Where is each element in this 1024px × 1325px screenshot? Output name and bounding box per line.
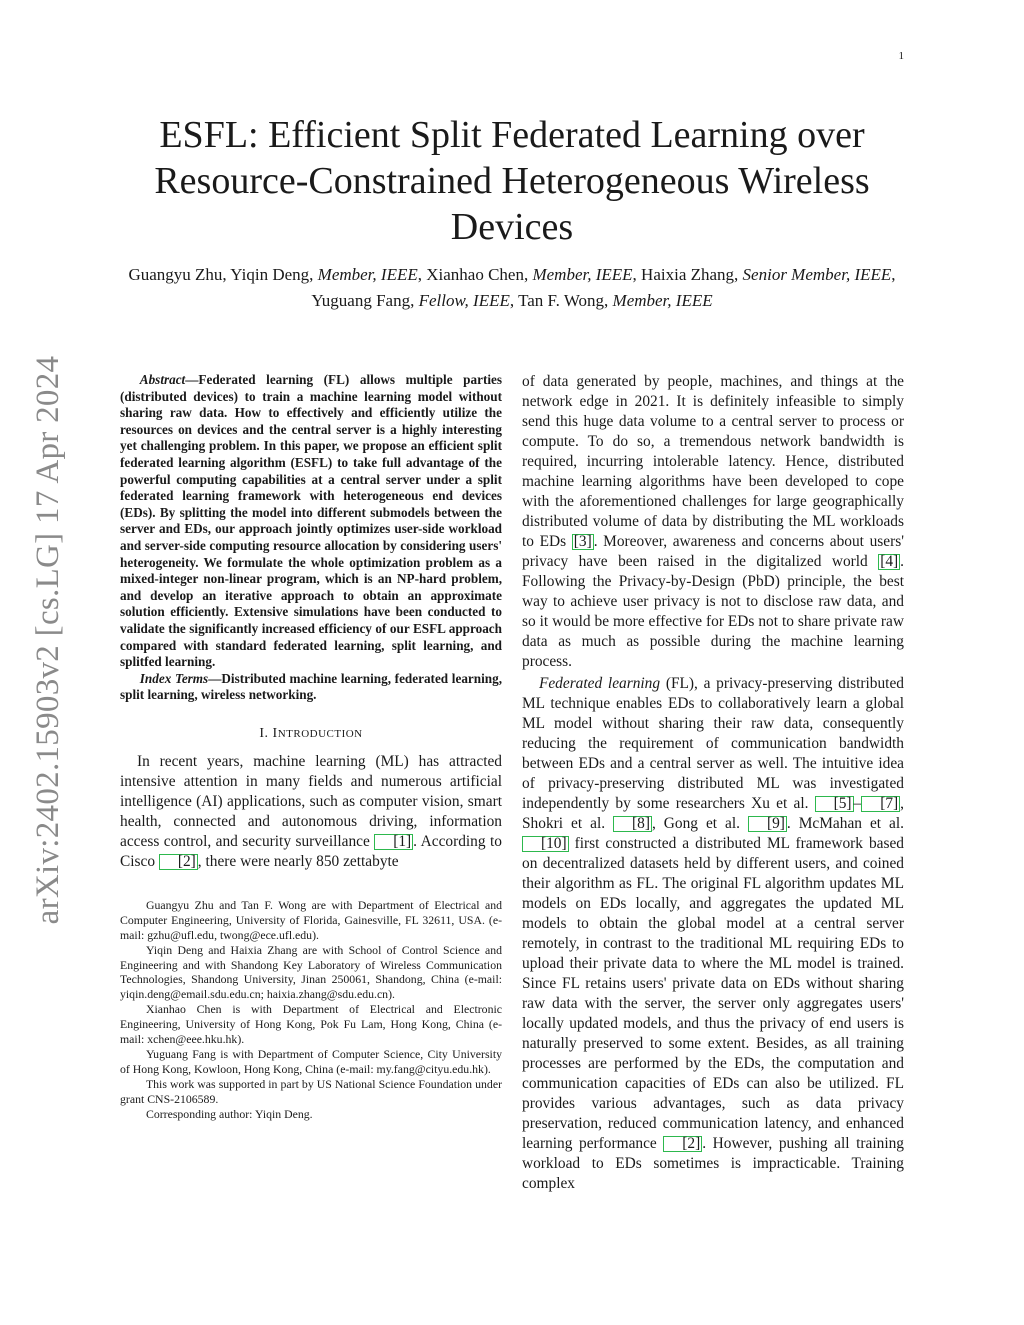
paragraph-text: . Moreover, awareness and concerns about users' privacy have been raised in the digitalized world: [522, 533, 904, 570]
paragraph-text: of data generated by people, machines, and things at the network edge in 2021. It is definitely infeasible to simply send this huge data volume to a central server to process or compute. To do so, a tremendous network bandwidth is required, incurring intolerable latency. Hence, distributed machine learning algorithms have been developed to cope with the aforementioned challenges for large geographically distributed volume of data by distributing the ML workloads to EDs: [522, 373, 904, 550]
paragraph-text: , Gong et al.: [651, 815, 748, 832]
citation-link[interactable]: [9]: [748, 816, 787, 832]
footnote: This work was supported in part by US National Science Foundation under grant CNS-2106589.: [120, 1076, 502, 1106]
left-column: [120, 372, 502, 1121]
footnote: Corresponding author: Yiqin Deng.: [145, 1106, 313, 1121]
author-text: , Xianhao Chen,: [417, 265, 533, 284]
footnote: Yiqin Deng and Haixia Zhang are with School of Control Science and Engineering and with Shandong Key Laboratory of Wireless Communication Technologies, Shandong University, Jinan 250061, Shandong, China (e-mail: yiqin.deng@email.sdu.edu.cn; haixia.zhang@sdu.edu.cn).: [120, 942, 502, 1002]
author-role: Fellow, IEEE: [418, 291, 510, 310]
paragraph-text: , Shokri et al.: [522, 795, 904, 832]
author-role: Senior Member, IEEE: [742, 265, 892, 284]
citation-link[interactable]: [1]: [374, 834, 413, 850]
citation-link[interactable]: [8]: [613, 816, 652, 832]
author-list: [120, 262, 904, 314]
index-terms-label: Index Terms: [139, 670, 209, 686]
citation-link[interactable]: [4]: [880, 553, 899, 570]
author-text: , Haixia Zhang,: [632, 265, 743, 284]
author-role: Member, IEEE: [612, 291, 713, 310]
author-footnotes: [120, 898, 502, 1122]
citation-link[interactable]: [5]: [815, 796, 854, 812]
abstract: [120, 372, 502, 704]
citation-link[interactable]: [7]: [861, 796, 900, 812]
paragraph-text: , there were nearly 850 zettabyte: [197, 852, 399, 870]
citation-link[interactable]: [2]: [159, 854, 198, 870]
paragraph-text: . According to Cisco: [120, 832, 502, 870]
author-text: , Yuguang Fang,: [311, 265, 896, 310]
range-dash: –: [853, 795, 862, 812]
footnote: Guangyu Zhu and Tan F. Wong are with Department of Electrical and Computer Engineering, University of Florida, Gainesville, FL 32611, USA. (e-mail: gzhu@ufl.edu, twong@ece.ufl.edu).: [120, 897, 502, 942]
citation-link[interactable]: [3]: [573, 533, 592, 550]
author-text: Guangyu Zhu, Yiqin Deng,: [128, 265, 318, 284]
section-title: NTRODUCTION: [277, 727, 363, 740]
page-number: 1: [898, 50, 904, 62]
author-text: , Tan F. Wong,: [509, 291, 613, 310]
citation-link[interactable]: [2]: [663, 1136, 702, 1152]
arxiv-stamp: arXiv:2402.15903v2 [cs.LG] 17 Apr 2024: [30, 355, 66, 925]
section-numeral: I. I: [259, 725, 278, 741]
section-heading-introduction: [120, 726, 502, 742]
footnote: Xianhao Chen is with Department of Electrical and Electronic Engineering, University of Hong Kong, Pok Fu Lam, Hong Kong, China (e-mail: xchen@eee.hku.hk).: [120, 1002, 502, 1047]
paragraph-text: (FL), a privacy-preserving distributed ML technique enables EDs to collaboratively learn a global ML model without sharing their raw data, consequently reducing the requirement of communication bandwidth between EDs and a central server as well. The intuitive idea of privacy-preserving distributed ML was investigated independently by some researchers Xu et al.: [522, 675, 904, 812]
index-terms-text: —Distributed machine learning, federated learning, split learning, wireless networking.: [120, 670, 502, 703]
intro-left-text: [120, 752, 502, 872]
paragraph-text: . Following the Privacy-by-Design (PbD) principle, the best way to achieve user privacy is not to disclose raw data, and so it would be more effective for EDs not to share private raw data as much as possible during the machine learning process.: [522, 553, 904, 670]
citation-link[interactable]: [10]: [522, 836, 569, 852]
emphasized-term: Federated learning: [538, 675, 661, 692]
paragraph-text: . McMahan et al.: [786, 815, 904, 832]
paragraph-text: first constructed a distributed ML framework based on decentralized datasets held by different users, and coined their algorithm as FL. The original FL algorithm updates ML models on EDs locally, and aggregates the updated ML models to obtain the global model at a central server remotely, in contrast to the traditional ML requiring EDs to upload their private data to where the ML model is trained. Since FL retains users' private data on EDs without sharing raw data with the server, the server only aggregates users' locally updated models, and thus the privacy of end users is naturally preserved to some extent. Besides, as all training processes are performed by the EDs, the computation and communication capacities of EDs can also be utilized. FL provides various advantages, such as data privacy preservation, reduced communication latency, and enhanced learning performance: [522, 835, 904, 1152]
paper-title: ESFL: Efficient Split Federated Learning over Resource-Constrained Heterogeneous Wireless Devices: [154, 114, 870, 248]
right-column: [522, 372, 904, 1194]
footnote: Yuguang Fang is with Department of Computer Science, City University of Hong Kong, Kowloon, Hong Kong, China (e-mail: my.fang@cityu.edu.hk).: [120, 1046, 502, 1076]
abstract-label: Abstract: [139, 372, 186, 387]
abstract-text: —Federated learning (FL) allows multiple parties (distributed devices) to train a machine learning model without sharing raw data. How to effectively and efficiently utilize the resources on devices and the central server is a highly interesting yet challenging problem. In this paper, we propose an efficient split federated learning algorithm (ESFL) to take full advantage of the powerful computing capabilities at a central server under a split federated learning framework with heterogeneous end devices (EDs). By splitting the model into different submodels between the server and EDs, our approach jointly optimizes user-side workload and server-side computing resource allocation by considering users' heterogeneity. We formulate the whole optimization problem as a mixed-integer non-linear program, which is an NP-hard problem, and develop an iterative approach to obtain an approximate solution efficiently. Extensive simulations have been conducted to validate the significantly increased efficiency of our ESFL approach compared with standard federated learning, split learning, and splitfed learning.: [120, 372, 502, 670]
intro-right-text: [522, 372, 904, 1194]
author-role: Member, IEEE: [317, 265, 418, 284]
paragraph-text: . However, pushing all training workload to EDs sometimes is impracticable. Training complex: [522, 1135, 904, 1192]
paragraph-text: In recent years, machine learning (ML) has attracted intensive attention in many fields and numerous artificial intelligence (AI) applications, such as computer vision, smart health, connected and autonomous driving, information access control, and security surveillance: [120, 752, 502, 850]
author-role: Member, IEEE: [532, 265, 633, 284]
